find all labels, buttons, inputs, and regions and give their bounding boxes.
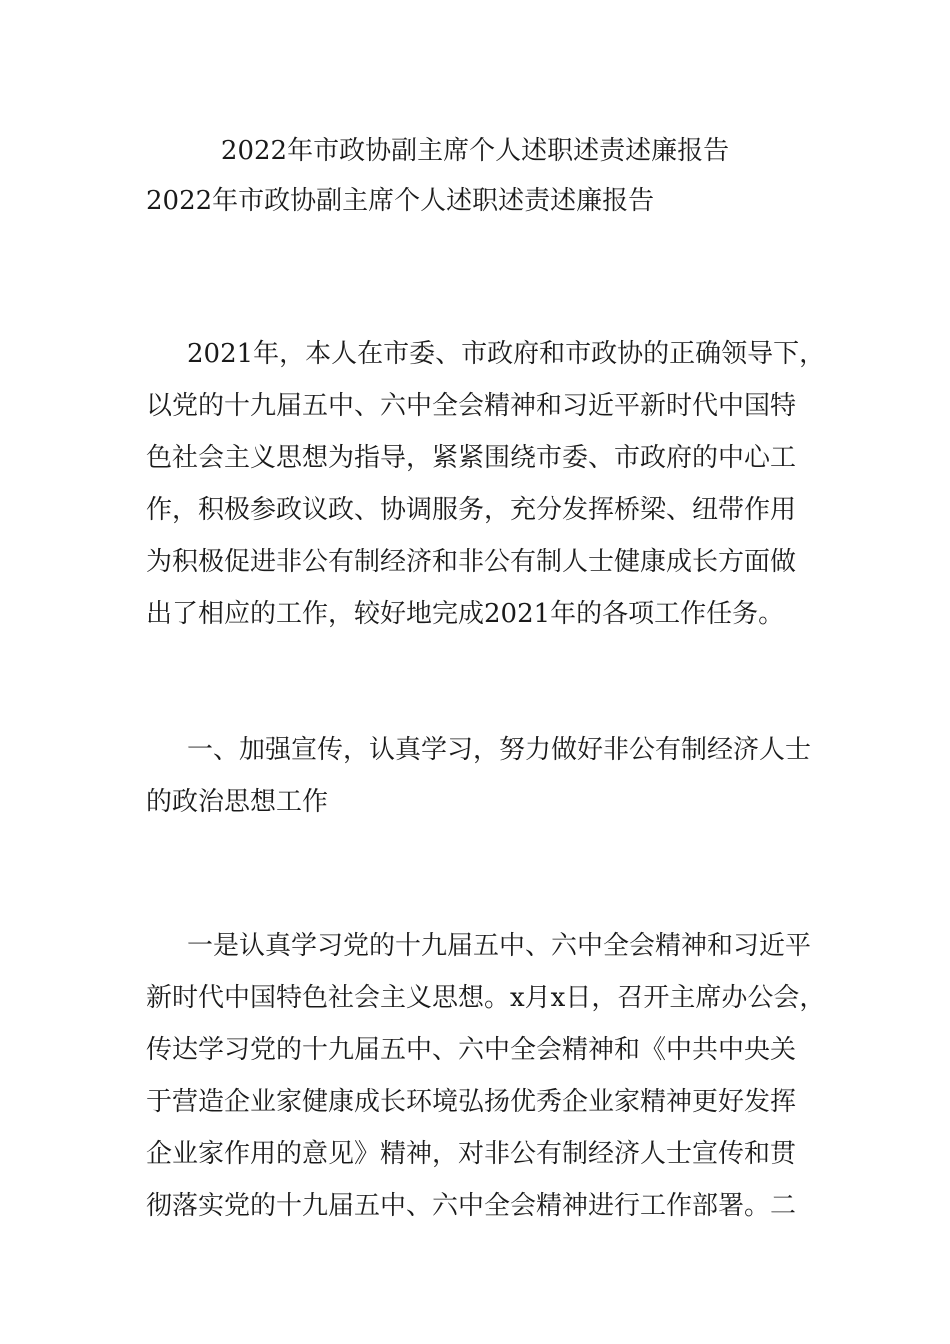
- paragraph-section-1-body: [146, 920, 836, 1232]
- heading-line: 的政治思想工作: [146, 787, 329, 817]
- paragraph-line: 于营造企业家健康成长环境弘扬优秀企业家精神更好发挥: [146, 1087, 797, 1117]
- paragraph-line: 一是认真学习党的十九届五中、六中全会精神和习近平: [187, 931, 812, 961]
- paragraph-line: 出了相应的工作，较好地完成2021年的各项工作任务。: [146, 599, 785, 629]
- paragraph-line: 作，积极参政议政、协调服务，充分发挥桥梁、纽带作用: [146, 495, 797, 525]
- section-heading-1: [146, 724, 836, 828]
- paragraph-line: 为积极促进非公有制经济和非公有制人士健康成长方面做: [146, 547, 797, 577]
- paragraph-line: 彻落实党的十九届五中、六中全会精神进行工作部署。二: [146, 1191, 797, 1221]
- paragraph-line: 传达学习党的十九届五中、六中全会精神和《中共中央关: [146, 1035, 797, 1065]
- paragraph-line: 2021年，本人在市委、市政府和市政协的正确领导下，: [187, 339, 826, 369]
- paragraph-line: 新时代中国特色社会主义思想。x月x日，召开主席办公会，: [146, 983, 826, 1013]
- paragraph-line: 色社会主义思想为指导，紧紧围绕市委、市政府的中心工: [146, 443, 797, 473]
- document-subtitle: 2022年市政协副主席个人述职述责述廉报告: [146, 186, 655, 216]
- paragraph-line: 企业家作用的意见》精神，对非公有制经济人士宣传和贯: [146, 1139, 797, 1169]
- document-title: 2022年市政协副主席个人述职述责述廉报告: [220, 136, 730, 166]
- paragraph-intro: [146, 328, 836, 640]
- paragraph-line: 以党的十九届五中、六中全会精神和习近平新时代中国特: [146, 391, 797, 421]
- heading-line: 一、加强宣传，认真学习，努力做好非公有制经济人士: [187, 735, 812, 765]
